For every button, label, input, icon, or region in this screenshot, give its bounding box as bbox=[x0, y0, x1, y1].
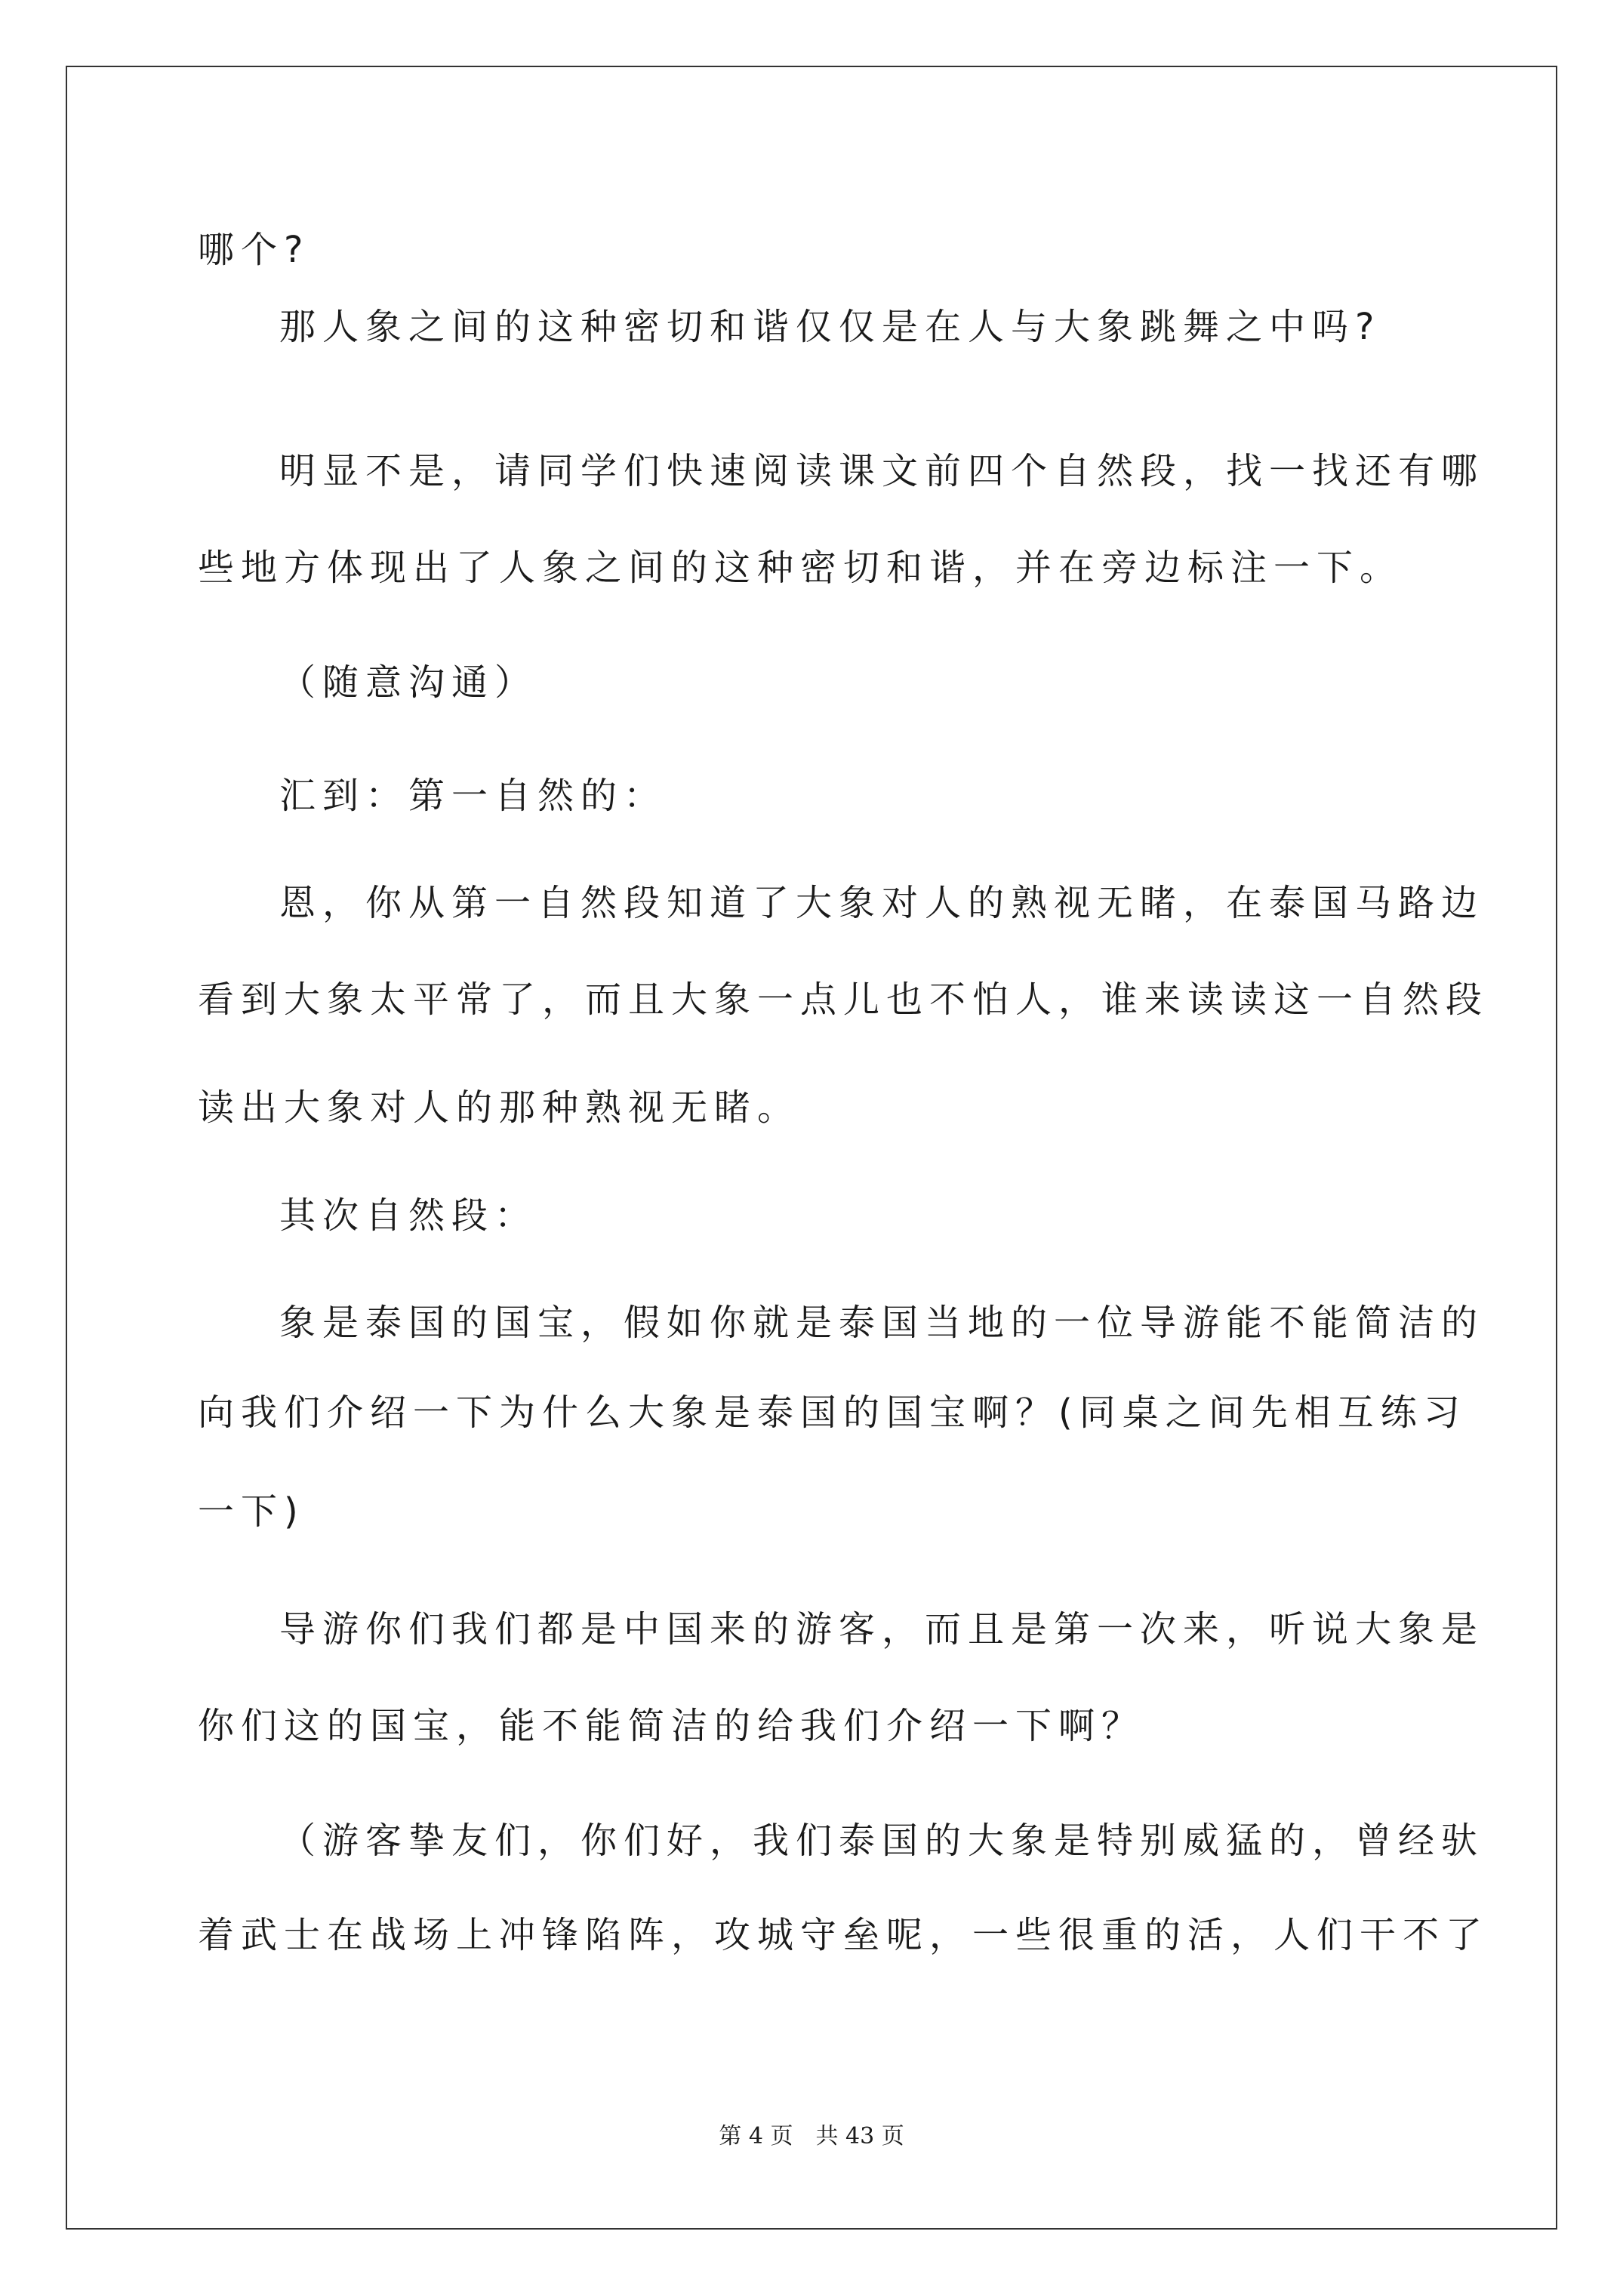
text-line: 你们这的国宝，能不能简洁的给我们介绍一下啊？ bbox=[198, 1705, 1145, 1747]
page-number: 第 4 页 共 43 页 bbox=[719, 2123, 904, 2150]
page-border bbox=[66, 66, 1557, 2230]
text-line: 明显不是，请同学们快速阅读课文前四个自然段，找一找还有哪 bbox=[279, 450, 1485, 492]
text-line: 看到大象太平常了，而且大象一点儿也不怕人，谁来读读这一自然段 bbox=[198, 978, 1489, 1021]
text-line: 象是泰国的国宝，假如你就是泰国当地的一位导游能不能简洁的 bbox=[279, 1302, 1485, 1344]
text-line: 那人象之间的这种密切和谐仅仅是在人与大象跳舞之中吗? bbox=[279, 306, 1381, 348]
text-line: 汇到：第一自然的： bbox=[279, 775, 667, 817]
page-footer bbox=[0, 2123, 1623, 2150]
text-line: （随意沟通） bbox=[279, 661, 538, 704]
text-line: 一下) bbox=[198, 1490, 305, 1533]
text-line: 些地方体现出了人象之间的这种密切和谐，并在旁边标注一下。 bbox=[198, 547, 1403, 589]
text-line: （游客挚友们，你们好，我们泰国的大象是特别威猛的，曾经驮 bbox=[279, 1820, 1485, 1862]
text-line: 其次自然段： bbox=[279, 1194, 538, 1237]
text-line: 着武士在战场上冲锋陷阵，攻城守垒呢，一些很重的活，人们干不了 bbox=[198, 1914, 1489, 1956]
text-line: 向我们介绍一下为什么大象是泰国的国宝啊？(同桌之间先相互练习 bbox=[198, 1391, 1467, 1434]
text-line: 哪个? bbox=[198, 229, 310, 271]
text-line: 导游你们我们都是中国来的游客，而且是第一次来，听说大象是 bbox=[279, 1608, 1485, 1650]
text-line: 恩，你从第一自然段知道了大象对人的熟视无睹，在泰国马路边 bbox=[279, 882, 1485, 924]
text-line: 读出大象对人的那种熟视无睹。 bbox=[198, 1086, 801, 1129]
